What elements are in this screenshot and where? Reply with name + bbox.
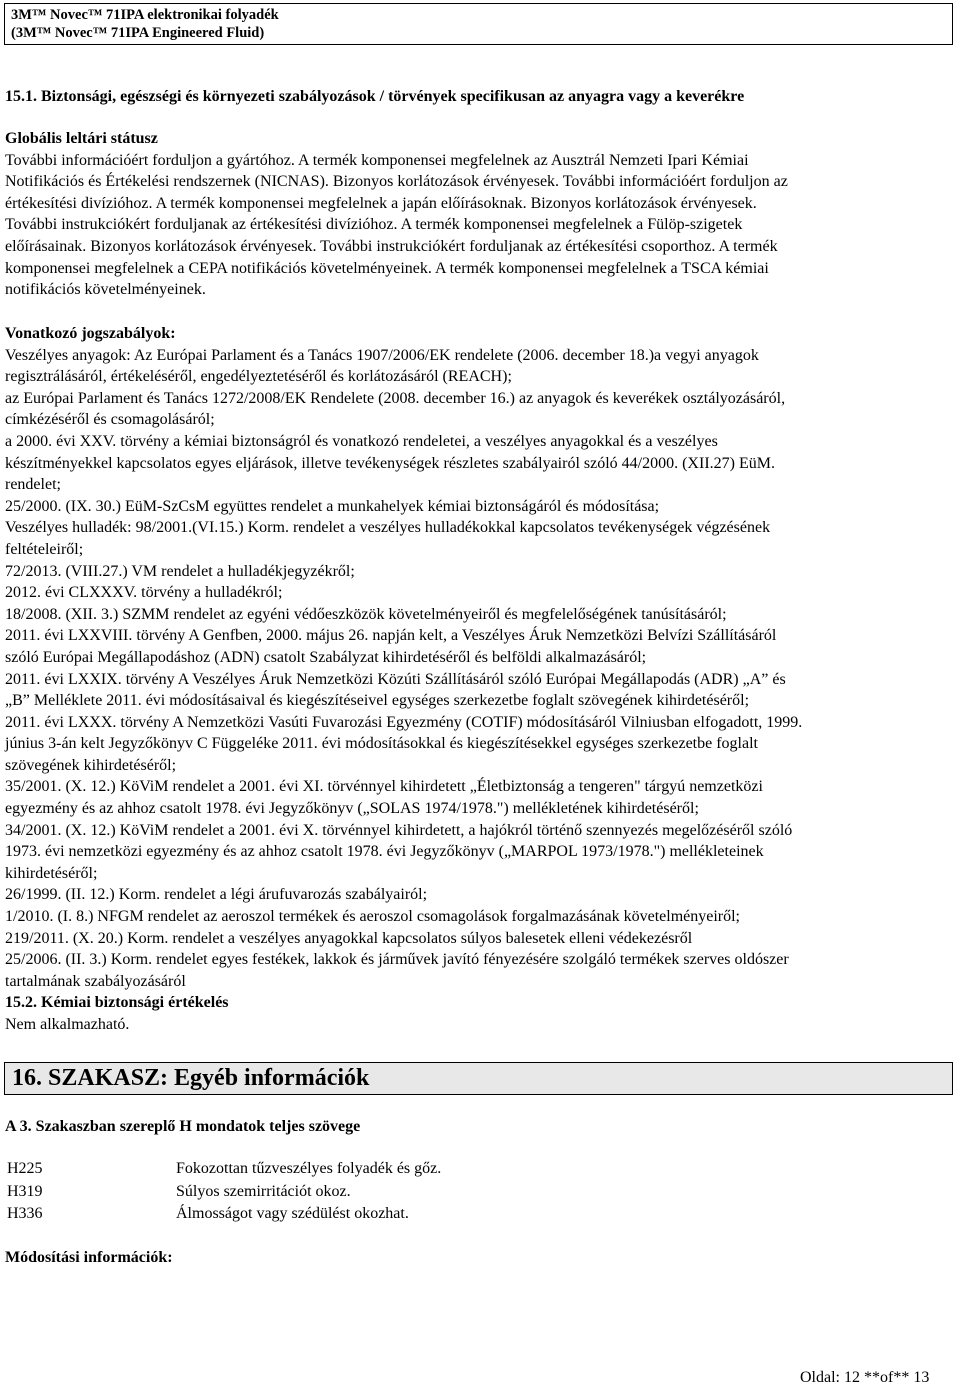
text-line: 2011. évi LXXX. törvény A Nemzetközi Vasúti Fuvarozási Egyezmény (COTIF) módosításáról Vilniusban elfogadott, 1999.: [5, 713, 803, 731]
text-line: előírásainak. Bizonyos korlátozások érvényesek. További instrukciókért forduljanak az értékesítési csoporthoz. A termék: [5, 237, 778, 255]
h-statements-heading: A 3. Szakaszban szereplő H mondatok teljes szövege: [5, 1118, 361, 1135]
h-code: H319: [7, 1183, 43, 1200]
text-line: kihirdetéséről;: [5, 864, 98, 882]
text-line: 2011. évi LXXIX. törvény A Veszélyes Áruk Nemzetközi Közúti Szállításáról szóló Európai Megállapodás (ADR) „A” és: [5, 670, 786, 688]
h-statements-table: [0, 1158, 960, 1228]
section-16-title: 16. SZAKASZ: Egyéb információk: [4, 1062, 953, 1095]
product-name: 3M™ Novec™ 71IPA elektronikai folyadék: [11, 7, 279, 23]
text-line: június 3-án kelt Jegyzőkönyv C Függeléke 2011. évi módosításokkal és kiegészítésekkel egységes szerkezetbe foglalt: [5, 735, 758, 753]
text-line: regisztrálásáról, értékeléséről, engedélyeztetéséről és korlátozásáról (REACH);: [5, 368, 512, 386]
text-line: 35/2001. (X. 12.) KöViM rendelet a 2001. évi XI. törvénnyel kihirdetett „Életbiztonság a tengeren" tárgyú nemzetközi: [5, 778, 763, 796]
h-text: Súlyos szemirritációt okoz.: [176, 1183, 351, 1200]
text-line: komponensei megfelelnek a CEPA notifikációs követelményeinek. A termék komponensei megfelelnek a TSCA kémiai: [5, 259, 769, 277]
section-15-2-title: 15.2. Kémiai biztonsági értékelés: [5, 994, 229, 1012]
document-header: [4, 3, 953, 45]
text-line: 25/2006. (II. 3.) Korm. rendelet egyes festékek, lakkok és járművek javító fényezésére szolgáló termékek szerves oldószer: [5, 951, 789, 969]
text-line: tartalmának szabályozásáról: [5, 972, 186, 990]
regulations-block: [5, 323, 945, 1036]
text-line: szövegének kihirdetéséről;: [5, 756, 177, 774]
text-line: 18/2008. (XII. 3.) SZMM rendelet az egyéni védőeszközök követelményeiről és megfelelőségének tanúsításáról;: [5, 605, 727, 623]
h-code: H336: [7, 1205, 43, 1222]
h-code: H225: [7, 1160, 43, 1177]
text-line: a 2000. évi XXV. törvény a kémiai biztonságról és vonatkozó rendeletei, a veszélyes anyagokkal és a veszélyes: [5, 432, 718, 450]
h-text: Fokozottan tűzveszélyes folyadék és gőz.: [176, 1160, 442, 1177]
text-line: készítményekkel kapcsolatos egyes eljárások, illetve tevékenységek részletes szabályairól szóló 44/2000. (XII.27) EüM.: [5, 454, 775, 472]
text-line: notifikációs követelményeinek.: [5, 281, 206, 299]
text-line: 72/2013. (VIII.27.) VM rendelet a hulladékjegyzékről;: [5, 562, 355, 580]
text-line: További információért forduljon a gyártóhoz. A termék komponensei megfelelnek az Ausztrál Nemzeti Ipari Kémiai: [5, 151, 749, 169]
text-line: feltételeiről;: [5, 540, 84, 558]
text-line: értékesítési divízióhoz. A termék komponensei megfelelnek a japán előírásoknak. Bizonyos korlátozások érvényesek.: [5, 194, 757, 212]
text-line: Notifikációs és Értékelési rendszernek (NICNAS). Bizonyos korlátozások érvényesek. További információért forduljon az: [5, 173, 788, 191]
text-line: 25/2000. (IX. 30.) EüM-SzCsM együttes rendelet a munkahelyek kémiai biztonságáról és módosítása;: [5, 497, 660, 515]
text-line: szóló Európai Megállapodáshoz (ADN) csatolt Szabályzat kihirdetéséről és belföldi alkalmazásáról;: [5, 648, 647, 666]
text-line: 34/2001. (X. 12.) KöViM rendelet a 2001. évi X. törvénnyel kihirdetett, a hajókról történő szennyezés megelőzéséről szóló: [5, 821, 793, 839]
h-text: Álmosságot vagy szédülést okozhat.: [176, 1205, 409, 1222]
modification-info-label: Módosítási információk:: [5, 1249, 173, 1266]
text-line: 1/2010. (I. 8.) NFGM rendelet az aeroszol termékek és aeroszol csomagolások forgalmazásának követelményeiről;: [5, 908, 740, 926]
regulations-heading: Vonatkozó jogszabályok:: [5, 325, 176, 342]
text-line: 26/1999. (II. 12.) Korm. rendelet a légi árufuvarozás szabályairól;: [5, 886, 428, 904]
page-number: Oldal: 12 **of** 13: [800, 1369, 930, 1386]
text-line: „B” Melléklete 2011. évi módosításaival és kiegészítéseivel egységes szerkezetbe foglalt szövegének kihirdetéséről;: [5, 692, 750, 710]
text-line: az Európai Parlament és Tanács 1272/2008/EK Rendelete (2008. december 16.) az anyagok és keverékek osztályozásáról,: [5, 389, 786, 407]
text-line: 2011. évi LXXVIII. törvény A Genfben, 2000. május 26. napján kelt, a Veszélyes Áruk Nemzetközi Belvízi Szállításáról: [5, 627, 777, 645]
product-name-english: (3M™ Novec™ 71IPA Engineered Fluid): [11, 25, 265, 41]
text-line: 219/2011. (X. 20.) Korm. rendelet a veszélyes anyagokkal kapcsolatos súlyos balesetek elleni védekezésről: [5, 929, 693, 947]
text-line: Veszélyes anyagok: Az Európai Parlament és a Tanács 1907/2006/EK rendelete (2006. december 18.)a vegyi anyagok: [5, 346, 759, 364]
text-line: 1973. évi nemzetközi egyezmény és az ahhoz csatolt 1978. évi Jegyzőkönyv („MARPOL 1973/1978.") mellékleteinek: [5, 843, 764, 861]
text-line: rendelet;: [5, 476, 61, 494]
text-line: Veszélyes hulladék: 98/2001.(VI.15.) Korm. rendelet a veszélyes hulladékokkal kapcsolatos tevékenységek végzésének: [5, 519, 771, 537]
section-15-1-title: 15.1. Biztonsági, egészségi és környezeti szabályozások / törvények specifikusan az anyagra vagy a keverékre: [5, 88, 745, 105]
inventory-block: [5, 128, 945, 301]
text-line: címkézéséről és csomagolásáról;: [5, 411, 215, 429]
text-line: egyezmény és az ahhoz csatolt 1978. évi Jegyzőkönyv („SOLAS 1974/1978.") mellékletének kihirdetéséről;: [5, 800, 699, 818]
text-line: További instrukciókért forduljanak az értékesítési divízióhoz. A termék komponensei megfelelnek a Fülöp-szigetek: [5, 216, 743, 234]
inventory-heading: Globális leltári státusz: [5, 130, 158, 147]
text-line: 2012. évi CLXXXV. törvény a hulladékról;: [5, 584, 283, 602]
section-15-2-text: Nem alkalmazható.: [5, 1016, 130, 1033]
